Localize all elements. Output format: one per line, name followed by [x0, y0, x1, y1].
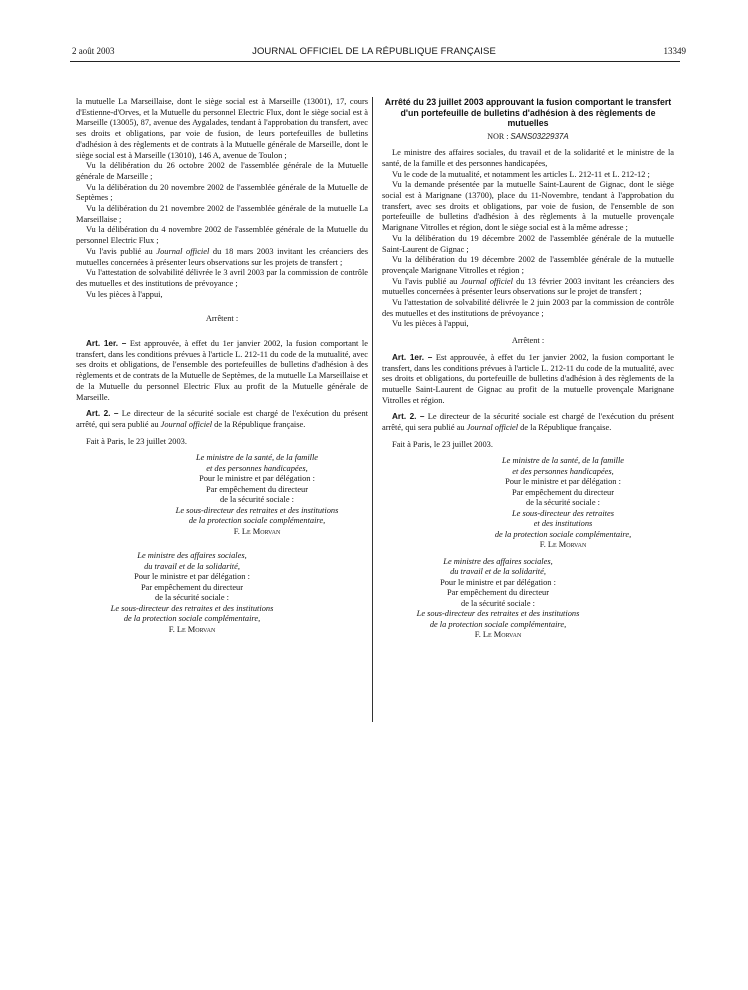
- right-visa-4: Vu la délibération du 19 décembre 2002 de l'assemblée générale de la mutuelle provençale Marignane Vitrolles et région ;: [382, 255, 674, 275]
- left-arretent: Arrêtent :: [205, 314, 239, 324]
- left-visa-1: Vu la délibération du 26 octobre 2002 de l'assemblée générale de la Mutuelle générale de Marseille ;: [76, 161, 368, 181]
- article-2-text-b: de la République française.: [518, 423, 612, 433]
- signature-line: Pour le ministre et par délégation :: [505, 477, 621, 487]
- signature-line: et des personnes handicapées,: [512, 466, 614, 476]
- signature-line: Pour le ministre et par délégation :: [134, 572, 250, 582]
- right-column: [382, 97, 674, 641]
- journal-officiel-ref: Journal officiel: [160, 419, 213, 429]
- signature-line: de la protection sociale complémentaire,: [188, 516, 326, 526]
- signature-line: Le ministre de la santé, de la famille: [195, 453, 319, 463]
- right-visa-7: Vu les pièces à l'appui,: [392, 319, 469, 329]
- left-visa-4: Vu la délibération du 4 novembre 2002 de l'assemblée générale de la Mutuelle du personnel Electric Flux ;: [76, 225, 368, 246]
- right-paragraph-1: Le ministre des affaires sociales, du travail et de la solidarité et le ministre de la santé, de la famille et des personnes handicapées,: [382, 148, 674, 168]
- right-fait: Fait à Paris, le 23 juillet 2003.: [392, 439, 493, 449]
- article-2-text-a: Le directeur de la sécurité sociale est chargé de l'exécution du présent arrêté, qui sera publié au: [76, 409, 368, 429]
- nor-label: NOR :: [487, 131, 511, 141]
- left-signature-1: [136, 453, 378, 537]
- left-visa-5: [76, 247, 368, 268]
- signature-line: Le sous-directeur des retraites et des institutions: [175, 505, 339, 515]
- signature-line: Pour le ministre et par délégation :: [199, 474, 315, 484]
- right-article-2: [382, 412, 674, 433]
- article-2-label: Art. 2. –: [86, 409, 119, 419]
- page-header: [0, 46, 748, 58]
- left-visa-3: Vu la délibération du 21 novembre 2002 de l'assemblée générale de la mutuelle La Marseillaise ;: [76, 204, 368, 224]
- signature-line: Par empêchement du directeur: [205, 484, 309, 494]
- signature-line: Le sous-directeur des retraites et des institutions: [110, 603, 274, 613]
- article-1-text: Est approuvée, à effet du 1er janvier 2002, la fusion comportant le transfert, dans les conditions prévues à l'article L. 212-11 du code de la mutualité, avec ses droits et obligations, de l'ensemble des portefeuilles de bulletins d'adhésion à des règlements et de contrats de la Mutuelle de Septèmes, de la mutuelle La Marseillaise et de la Mutuelle du personnel Electric Flux au profit de la Mutuelle générale de Marseille.: [76, 339, 368, 402]
- article-1-text: Est approuvée, à effet du 1er janvier 2002, la fusion comportant le transfert, dans les conditions prévues à l'article L. 212-11 du code de la mutualité, avec ses droits et obligations, du portefeuille de bulletins d'adhésion à des règlements de la mutuelle Saint-Laurent de Gignac au profit de la mutuelle provençale Marignane Vitrolles et région.: [382, 352, 674, 405]
- signature-line: de la sécurité sociale :: [220, 495, 294, 505]
- left-article-2: [76, 409, 368, 430]
- signature-line: Par empêchement du directeur: [511, 487, 615, 497]
- article-2-text-b: de la République française.: [212, 419, 306, 429]
- right-visa-2: Vu la demande présentée par la mutuelle Saint-Laurent de Gignac, dont le siège social est à Marignane (13700), place du 11-Novembre, tendant à l'approbation du transfert, avec ses droits et obligations, par voie de fusion, de l'ensemble de son portefeuille de bulletins d'adhésion à des règlements à la mutuelle provençale Marignane Vitrolles et région, dont le siège social est à la même adresse ;: [382, 180, 674, 233]
- right-signature-1: [442, 456, 684, 551]
- journal-officiel-ref: Journal officiel: [466, 423, 519, 433]
- header-page-number: 13349: [663, 46, 686, 56]
- right-visa-6: Vu l'attestation de solvabilité délivrée le 2 juin 2003 par la commission de contrôle des mutuelles et des institutions de prévoyance ;: [382, 298, 674, 318]
- left-fait: Fait à Paris, le 23 juillet 2003.: [86, 436, 187, 446]
- signature-line: de la sécurité sociale :: [461, 598, 535, 608]
- signature-line: Par empêchement du directeur: [446, 588, 550, 598]
- nor-reference: [382, 132, 674, 143]
- right-arretent: Arrêtent :: [511, 336, 545, 346]
- left-visa-5-a: Vu l'avis publié au: [86, 246, 157, 256]
- article-2-text-a: Le directeur de la sécurité sociale est chargé de l'exécution du présent arrêté, qui sera publié au: [382, 412, 674, 433]
- nor-code: SANS0322937A: [510, 131, 569, 141]
- right-visa-5-a: Vu l'avis publié au: [392, 276, 461, 286]
- left-visa-6: Vu l'attestation de solvabilité délivrée le 3 avril 2003 par la commission de contrôle des mutuelles et des institutions de prévoyance ;: [76, 268, 368, 288]
- signatory-name: F. Le Morvan: [168, 624, 216, 634]
- right-visa-1: Vu le code de la mutualité, et notamment les articles L. 212-11 et L. 212-12 ;: [392, 169, 650, 179]
- article-2-label: Art. 2. –: [392, 412, 425, 422]
- signature-line: de la protection sociale complémentaire,: [123, 614, 261, 624]
- signature-line: de la sécurité sociale :: [155, 593, 229, 603]
- signature-line: Le ministre des affaires sociales,: [137, 551, 247, 561]
- right-signature-2: [362, 557, 634, 641]
- signature-line: Le ministre des affaires sociales,: [443, 556, 553, 566]
- right-article-1: [382, 353, 674, 407]
- signature-line: Le sous-directeur des retraites: [512, 508, 614, 518]
- signature-line: du travail et de la solidarité,: [450, 567, 546, 577]
- signatory-name: F. Le Morvan: [233, 526, 281, 536]
- left-visa-2: Vu la délibération du 20 novembre 2002 de l'assemblée générale de la Mutuelle de Septèmes ;: [76, 182, 368, 203]
- right-visa-5-b: du 13 février 2003 invitant les créanciers des mutuelles concernées à présenter leurs observations sur le projet de transfert ;: [382, 276, 675, 297]
- right-visa-3: Vu la délibération du 19 décembre 2002 de l'assemblée générale de la mutuelle Saint-Laurent de Gignac ;: [382, 233, 674, 254]
- left-article-1: [76, 339, 368, 403]
- signatory-name: F. Le Morvan: [474, 630, 522, 640]
- left-column: [76, 97, 368, 635]
- signature-line: de la protection sociale complémentaire,: [429, 619, 567, 629]
- signatory-name: F. Le Morvan: [539, 540, 587, 550]
- signature-line: Pour le ministre et par délégation :: [440, 577, 556, 587]
- signature-line: du travail et de la solidarité,: [144, 561, 240, 571]
- journal-officiel-ref: Journal officiel: [460, 276, 513, 286]
- header-rule: [70, 61, 680, 62]
- signature-line: Le ministre de la santé, de la famille: [501, 456, 625, 466]
- signature-line: de la protection sociale complémentaire,: [494, 529, 632, 539]
- signature-line: et des institutions: [533, 519, 593, 529]
- article-1-label: Art. 1er. –: [86, 339, 127, 349]
- signature-line: Par empêchement du directeur: [140, 582, 244, 592]
- left-visa-7: Vu les pièces à l'appui,: [86, 289, 163, 299]
- signature-line: de la sécurité sociale :: [526, 498, 600, 508]
- left-paragraph-1: la mutuelle La Marseillaise, dont le siège social est à Marseille (13001), 17, cours d'Estienne-d'Orves, et la Mutuelle du personnel Electric Flux, dont le siège social est à Marseille (13005), 87, avenue des Aygalades, tendant à l'approbation du transfert, avec ses droits et obligations, par voie de fusion, de leurs portefeuilles de bulletins d'adhésion à des règlements et de contrats à la Mutuelle générale de Marseille, dont le siège social est à Marseille (13010), 146 A, avenue de Toulon ;: [76, 97, 368, 160]
- article-1-label: Art. 1er. –: [392, 352, 433, 362]
- journal-officiel-ref: Journal officiel: [156, 246, 210, 256]
- left-visa-5-b: du 18 mars 2003 invitant les créanciers des mutuelles concernées à présenter leurs observations sur les projets de transfert ;: [76, 246, 368, 267]
- decree-title: Arrêté du 23 juillet 2003 approuvant la fusion comportant le transfert d'un portefeuille de bulletins d'adhésion à des règlements de mutuelles: [384, 97, 672, 128]
- signature-line: et des personnes handicapées,: [206, 463, 308, 473]
- signature-line: Le sous-directeur des retraites et des institutions: [416, 609, 580, 619]
- left-signature-2: [56, 551, 328, 635]
- right-visa-5: [382, 277, 674, 298]
- header-date: 2 août 2003: [72, 46, 115, 56]
- header-title: JOURNAL OFFICIEL DE LA RÉPUBLIQUE FRANÇAISE: [252, 46, 496, 57]
